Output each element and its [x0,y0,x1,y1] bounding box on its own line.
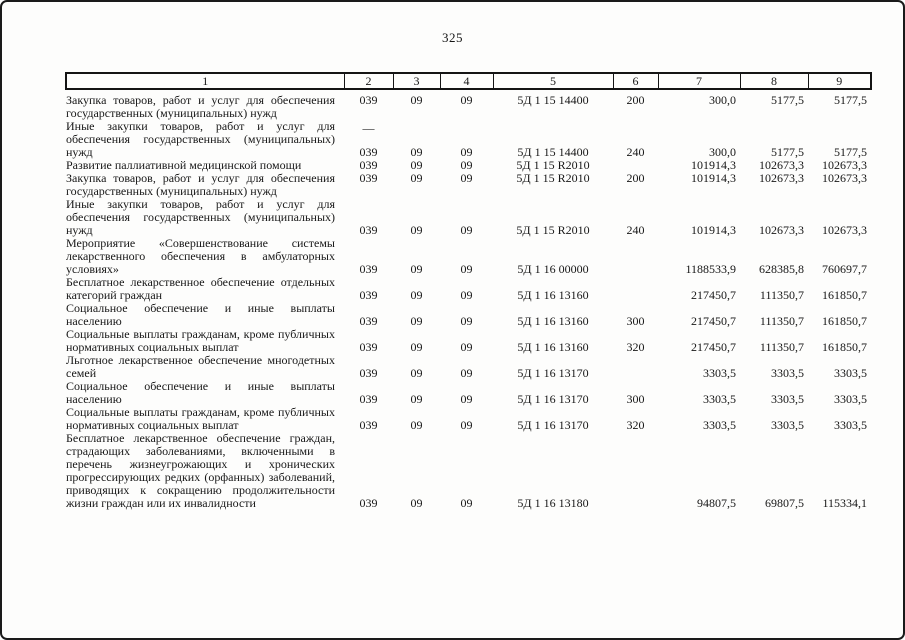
subsection-code-value: 09 [460,223,473,237]
table-row [66,354,871,380]
cell-amount-year3 [808,406,871,432]
target-article-value: 5Д 1 16 13170 [517,366,589,380]
cell-target-article-code [493,354,613,380]
amount-year3-value: 102673,3 [822,223,867,237]
target-article-value: 5Д 1 16 13160 [517,288,589,302]
header-col-9: 9 [808,73,871,89]
cell-expense-description [66,380,344,406]
section-code-value: 09 [410,392,423,406]
grbs-code-value: 039 [359,340,378,354]
cell-grbs-code [344,198,393,237]
cell-target-article-code [493,406,613,432]
target-article-value: 5Д 1 16 00000 [517,262,589,276]
cell-expense-type-code [613,302,658,328]
grbs-code-value: 039 [359,288,378,302]
cell-section-code [393,120,440,159]
expense-description-text: Мероприятие «Совершенствование системы лекарственного обеспечения в амбулаторных условиях» [66,236,335,276]
cell-expense-type-code [613,89,658,120]
subsection-code-value: 09 [460,418,473,432]
grbs-code-value: 039 [359,145,378,159]
subsection-code-value: 09 [460,314,473,328]
table-row [66,172,871,198]
cell-amount-year2 [740,120,808,159]
amount-year1-value: 217450,7 [691,340,736,354]
subsection-code-value: 09 [460,288,473,302]
cell-section-code [393,354,440,380]
subsection-code-value: 09 [460,496,473,510]
amount-year3-value: 161850,7 [822,288,867,302]
table-row [66,380,871,406]
cell-expense-type-code [613,380,658,406]
cell-section-code [393,89,440,120]
cell-subsection-code [440,172,493,198]
cell-grbs-code [344,380,393,406]
cell-amount-year3 [808,120,871,159]
section-code-value: 09 [410,340,423,354]
grbs-code-value: 039 [359,366,378,380]
cell-amount-year1 [658,276,740,302]
cell-expense-description [66,302,344,328]
expense-type-value: 240 [626,145,645,159]
cell-grbs-code [344,172,393,198]
section-code-value: 09 [410,366,423,380]
expense-description-text: Льготное лекарственное обеспечение многодетных семей [66,353,335,380]
expense-type-value: 300 [626,314,645,328]
cell-expense-description [66,237,344,276]
amount-year3-value: 3303,5 [834,418,867,432]
page-number: 325 [442,30,463,45]
cell-grbs-code [344,354,393,380]
table-header-row [66,73,871,89]
cell-expense-type-code [613,276,658,302]
amount-year3-value: 102673,3 [822,158,867,172]
amount-year3-value: 5177,5 [834,93,867,107]
header-col-6: 6 [613,73,658,89]
cell-expense-type-code [613,198,658,237]
section-code-value: 09 [410,496,423,510]
amount-year2-value: 3303,5 [771,366,804,380]
expense-description-text: Иные закупки товаров, работ и услуг для обеспечения государственных (муниципальных) нужд [66,197,335,237]
cell-subsection-code [440,276,493,302]
amount-year1-value: 217450,7 [691,314,736,328]
amount-year1-value: 3303,5 [703,418,736,432]
amount-year1-value: 94807,5 [697,496,736,510]
table-row [66,198,871,237]
expense-description-text: Иные закупки товаров, работ и услуг для обеспечения государственных (муниципальных) нужд [66,119,335,159]
target-article-value: 5Д 1 15 14400 [517,93,589,107]
cell-target-article-code [493,328,613,354]
cell-expense-description [66,406,344,432]
expense-description-text: Социальное обеспечение и иные выплаты населению [66,301,335,328]
amount-year2-value: 111350,7 [759,340,804,354]
cell-section-code [393,406,440,432]
expense-type-value: 200 [626,171,645,185]
grbs-code-value: 039 [359,392,378,406]
section-code-value: 09 [410,288,423,302]
cell-expense-description [66,198,344,237]
cell-grbs-code [344,89,393,120]
table-row [66,432,871,510]
cell-amount-year1 [658,302,740,328]
expense-type-value: 300 [626,392,645,406]
target-article-value: 5Д 1 15 14400 [517,145,589,159]
amount-year1-value: 300,0 [709,93,736,107]
subsection-code-value: 09 [460,340,473,354]
section-code-value: 09 [410,418,423,432]
grbs-code-value: 039 [359,314,378,328]
section-code-value: 09 [410,223,423,237]
amount-year2-value: 5177,5 [771,145,804,159]
cell-subsection-code [440,354,493,380]
subsection-code-value: 09 [460,93,473,107]
cell-expense-description [66,354,344,380]
cell-target-article-code [493,302,613,328]
cell-grbs-code [344,406,393,432]
cell-expense-type-code [613,354,658,380]
table-header [66,73,871,89]
cell-subsection-code [440,432,493,510]
cell-section-code [393,237,440,276]
grbs-code-value: 039 [359,418,378,432]
cell-amount-year1 [658,198,740,237]
cell-section-code [393,380,440,406]
cell-grbs-code [344,120,393,159]
cell-expense-description [66,328,344,354]
subsection-code-value: 09 [460,171,473,185]
header-col-5: 5 [493,73,613,89]
table-row [66,302,871,328]
section-code-value: 09 [410,262,423,276]
grbs-code-value: 039 [359,93,378,107]
amount-year3-value: 102673,3 [822,171,867,185]
target-article-value: 5Д 1 15 R2010 [516,158,590,172]
amount-year1-value: 101914,3 [691,171,736,185]
cell-subsection-code [440,406,493,432]
cell-subsection-code [440,380,493,406]
expense-description-text: Закупка товаров, работ и услуг для обеспечения государственных (муниципальных) нужд [66,171,335,198]
cell-amount-year3 [808,198,871,237]
cell-amount-year1 [658,380,740,406]
cell-amount-year1 [658,120,740,159]
section-code-value: 09 [410,158,423,172]
section-code-value: 09 [410,145,423,159]
table-row [66,406,871,432]
cell-target-article-code [493,237,613,276]
cell-expense-description [66,172,344,198]
cell-section-code [393,276,440,302]
amount-year2-value: 5177,5 [771,93,804,107]
expense-type-value: 240 [626,223,645,237]
cell-amount-year1 [658,328,740,354]
header-col-1: 1 [66,73,344,89]
amount-year3-value: 161850,7 [822,314,867,328]
cell-amount-year1 [658,406,740,432]
amount-year1-value: 300,0 [709,145,736,159]
cell-target-article-code [493,432,613,510]
amount-year3-value: 3303,5 [834,366,867,380]
cell-amount-year3 [808,276,871,302]
cell-target-article-code [493,380,613,406]
cell-section-code [393,198,440,237]
grbs-code-value: 039 [359,158,378,172]
target-article-value: 5Д 1 16 13180 [517,496,589,510]
cell-grbs-code [344,302,393,328]
cell-subsection-code [440,120,493,159]
cell-amount-year2 [740,198,808,237]
table-row [66,89,871,120]
amount-year1-value: 1188533,9 [685,262,736,276]
cell-expense-type-code [613,120,658,159]
amount-year1-value: 3303,5 [703,392,736,406]
cell-amount-year1 [658,432,740,510]
cell-subsection-code [440,302,493,328]
subsection-code-value: 09 [460,158,473,172]
expense-description-text: Закупка товаров, работ и услуг для обеспечения государственных (муниципальных) нужд [66,93,335,120]
header-col-3: 3 [393,73,440,89]
cell-subsection-code [440,237,493,276]
expense-description-text: Социальные выплаты гражданам, кроме публичных нормативных социальных выплат [66,405,335,432]
cell-amount-year1 [658,172,740,198]
amount-year1-value: 217450,7 [691,288,736,302]
amount-year2-value: 628385,8 [759,262,804,276]
cell-amount-year3 [808,302,871,328]
cell-expense-description [66,120,344,159]
section-code-value: 09 [410,171,423,185]
cell-section-code [393,302,440,328]
amount-year2-value: 3303,5 [771,392,804,406]
cell-grbs-code [344,237,393,276]
cell-target-article-code [493,120,613,159]
dash-mark: — [362,121,375,135]
amount-year3-value: 760697,7 [822,262,867,276]
cell-target-article-code [493,198,613,237]
cell-amount-year2 [740,302,808,328]
amount-year1-value: 3303,5 [703,366,736,380]
table-row [66,328,871,354]
cell-amount-year3 [808,432,871,510]
expense-type-value: 320 [626,418,645,432]
cell-amount-year1 [658,237,740,276]
cell-subsection-code [440,328,493,354]
target-article-value: 5Д 1 16 13170 [517,392,589,406]
cell-amount-year2 [740,328,808,354]
amount-year2-value: 111350,7 [759,314,804,328]
expense-description-text: Социальные выплаты гражданам, кроме публичных нормативных социальных выплат [66,327,335,354]
table-row [66,120,871,159]
cell-grbs-code [344,328,393,354]
cell-amount-year1 [658,354,740,380]
cell-amount-year2 [740,172,808,198]
cell-amount-year1 [658,89,740,120]
amount-year2-value: 3303,5 [771,418,804,432]
section-code-value: 09 [410,314,423,328]
cell-amount-year3 [808,354,871,380]
header-col-8: 8 [740,73,808,89]
cell-expense-type-code [613,432,658,510]
cell-expense-description [66,89,344,120]
subsection-code-value: 09 [460,145,473,159]
cell-expense-type-code [613,328,658,354]
amount-year1-value: 101914,3 [691,158,736,172]
cell-amount-year3 [808,380,871,406]
cell-amount-year2 [740,432,808,510]
cell-amount-year2 [740,380,808,406]
subsection-code-value: 09 [460,392,473,406]
amount-year2-value: 102673,3 [759,223,804,237]
amount-year2-value: 111350,7 [759,288,804,302]
header-col-4: 4 [440,73,493,89]
target-article-value: 5Д 1 15 R2010 [516,223,590,237]
cell-amount-year2 [740,89,808,120]
cell-expense-description [66,276,344,302]
cell-grbs-code [344,276,393,302]
cell-section-code [393,432,440,510]
grbs-code-value: 039 [359,223,378,237]
cell-expense-type-code [613,237,658,276]
grbs-code-value: 039 [359,171,378,185]
amount-year2-value: 102673,3 [759,158,804,172]
amount-year2-value: 69807,5 [765,496,804,510]
cell-amount-year2 [740,276,808,302]
cell-target-article-code [493,89,613,120]
amount-year3-value: 161850,7 [822,340,867,354]
cell-section-code [393,328,440,354]
cell-amount-year2 [740,237,808,276]
expense-description-text: Социальное обеспечение и иные выплаты населению [66,379,335,406]
cell-amount-year3 [808,237,871,276]
header-col-7: 7 [658,73,740,89]
cell-target-article-code [493,172,613,198]
target-article-value: 5Д 1 16 13160 [517,340,589,354]
section-code-value: 09 [410,93,423,107]
cell-target-article-code [493,276,613,302]
amount-year2-value: 102673,3 [759,171,804,185]
table-body [66,89,871,510]
amount-year3-value: 115334,1 [822,496,867,510]
cell-amount-year3 [808,172,871,198]
expense-type-value: 320 [626,340,645,354]
cell-grbs-code [344,432,393,510]
target-article-value: 5Д 1 15 R2010 [516,171,590,185]
expense-description-text: Бесплатное лекарственное обеспечение отдельных категорий граждан [66,275,335,302]
amount-year3-value: 5177,5 [834,145,867,159]
cell-subsection-code [440,89,493,120]
expense-type-value: 200 [626,93,645,107]
cell-amount-year2 [740,406,808,432]
grbs-code-value: 039 [359,496,378,510]
table-row [66,237,871,276]
cell-section-code [393,172,440,198]
subsection-code-value: 09 [460,262,473,276]
grbs-code-value: 039 [359,262,378,276]
budget-table [65,72,872,510]
cell-expense-description [66,432,344,510]
amount-year1-value: 101914,3 [691,223,736,237]
header-col-2: 2 [344,73,393,89]
subsection-code-value: 09 [460,366,473,380]
target-article-value: 5Д 1 16 13170 [517,418,589,432]
target-article-value: 5Д 1 16 13160 [517,314,589,328]
expense-description-text: Развитие паллиативной медицинской помощи [66,158,302,172]
cell-amount-year3 [808,89,871,120]
cell-subsection-code [440,198,493,237]
table-row [66,276,871,302]
cell-expense-type-code [613,172,658,198]
amount-year3-value: 3303,5 [834,392,867,406]
cell-amount-year2 [740,354,808,380]
cell-expense-type-code [613,406,658,432]
expense-description-text: Бесплатное лекарственное обеспечение граждан, страдающих заболеваниями, включенными в перечень жизнеугрожающих и хронических прогрессирующих редких (орфанных) заболеваний, приводящих к сокращению продолжительности жизни граждан или их инвалидности [66,431,335,510]
cell-amount-year3 [808,328,871,354]
